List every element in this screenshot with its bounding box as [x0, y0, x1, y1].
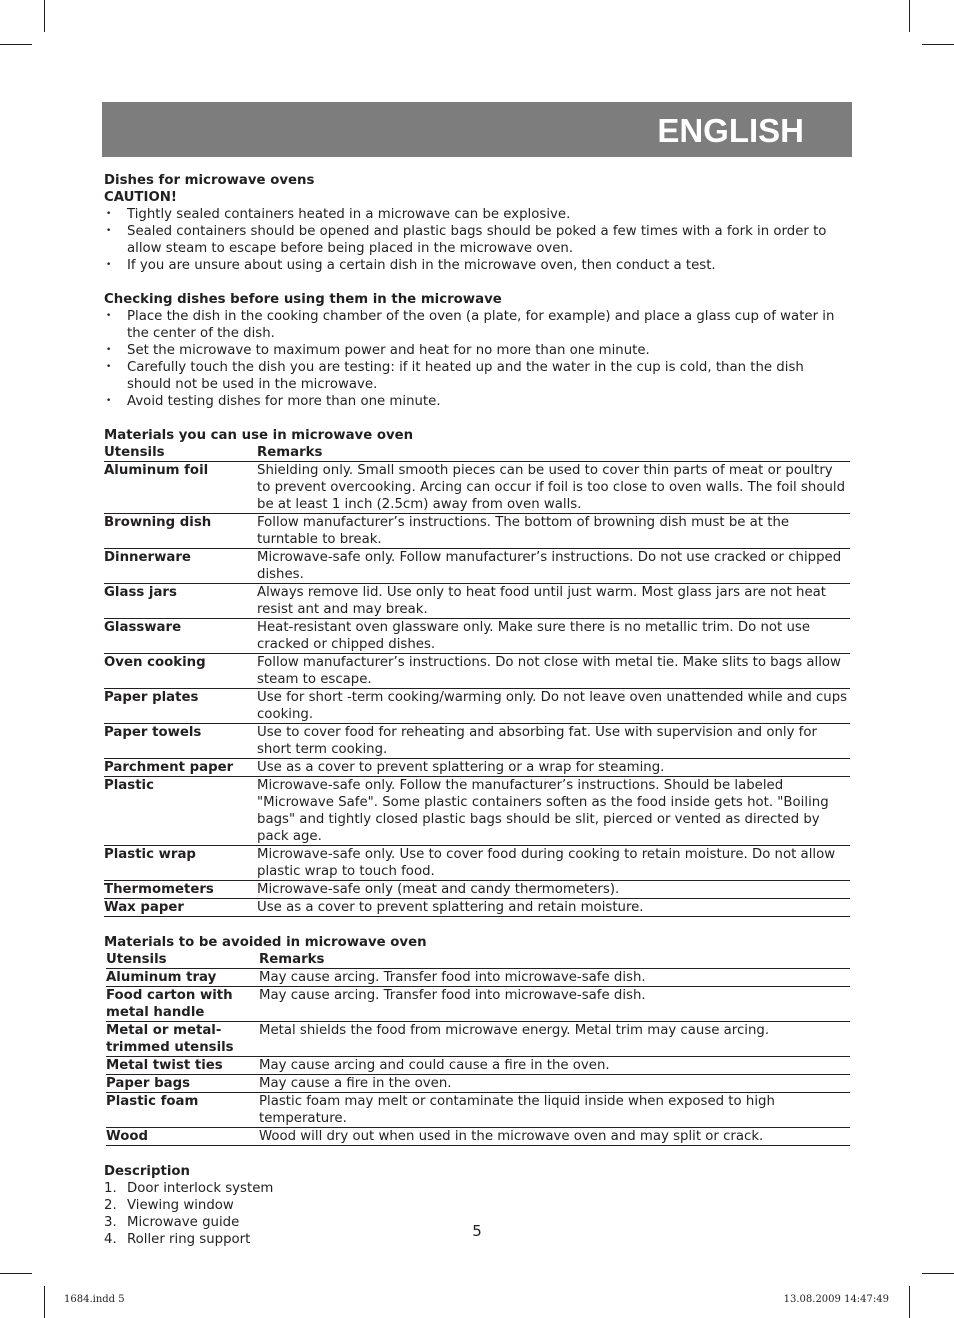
- crop-mark: [44, 0, 45, 32]
- list-item: • Sealed containers should be opened and plastic bags should be poked a few times with a fork in order to allow steam to escape before being placed in the microwave oven.: [104, 223, 850, 257]
- remark-cell: Microwave-safe only. Follow manufacturer’s instructions. Do not use cracked or chipped dishes.: [257, 550, 842, 582]
- remark-cell: Use as a cover to prevent splattering and retain moisture.: [257, 900, 644, 915]
- table-row: [106, 987, 850, 1022]
- remark-cell: Follow manufacturer’s instructions. The bottom of browning dish must be at the turntable to break.: [257, 515, 790, 547]
- crop-mark: [44, 1286, 45, 1318]
- table-row: [104, 881, 850, 899]
- list-item: • Place the dish in the cooking chamber of the oven (a plate, for example) and place a glass cup of water in the center of the dish.: [104, 308, 850, 342]
- remark-cell: Follow manufacturer’s instructions. Do not close with metal tie. Make slits to bags allow steam to escape.: [257, 655, 841, 687]
- table-row: [104, 899, 850, 917]
- list-item: • Tightly sealed containers heated in a microwave can be explosive.: [104, 206, 850, 223]
- column-header-utensils: Utensils: [106, 952, 167, 967]
- utensil-cell: Thermometers: [104, 882, 214, 897]
- table-row: [106, 969, 850, 987]
- crop-mark: [922, 1273, 954, 1274]
- materials-avoid-table: [106, 951, 850, 1146]
- utensil-cell: Wood: [106, 1129, 148, 1144]
- remark-cell: Use to cover food for reheating and absorbing fat. Use with supervision and only for short term cooking.: [257, 725, 817, 757]
- utensil-cell: Parchment paper: [104, 760, 234, 775]
- crop-mark: [0, 1273, 32, 1274]
- language-banner: [102, 102, 852, 157]
- banner-title: ENGLISH: [657, 112, 804, 149]
- list-item: • Carefully touch the dish you are testing: if it heated up and the water in the cup is cold, than the dish should not be used in the microwave.: [104, 359, 850, 393]
- item-label: Viewing window: [127, 1198, 234, 1213]
- crop-mark: [922, 44, 954, 45]
- utensil-cell: Glass jars: [104, 585, 177, 600]
- description-title: Description: [104, 1164, 191, 1179]
- column-header-remarks: Remarks: [257, 445, 323, 460]
- table-row: [104, 584, 850, 619]
- utensil-cell: Oven cooking: [104, 655, 206, 670]
- list-item: [104, 1180, 850, 1197]
- crop-mark: [0, 44, 32, 45]
- list-item: • Avoid testing dishes for more than one minute.: [104, 393, 850, 410]
- table-row: [106, 1057, 850, 1075]
- table-row: [106, 1128, 850, 1146]
- remark-cell: Wood will dry out when used in the microwave oven and may split or crack.: [259, 1129, 764, 1144]
- caution-list: [104, 206, 850, 274]
- utensil-cell: Plastic foam: [106, 1094, 199, 1109]
- checking-section-title: Checking dishes before using them in the microwave: [104, 292, 502, 307]
- remark-cell: Microwave-safe only. Use to cover food during cooking to retain moisture. Do not allow plastic wrap to touch food.: [257, 847, 836, 879]
- table-row: [104, 549, 850, 584]
- table-row: [104, 689, 850, 724]
- remark-cell: Heat-resistant oven glassware only. Make sure there is no metallic trim. Do not use cracked or chipped dishes.: [257, 620, 811, 652]
- utensil-cell: Plastic wrap: [104, 847, 196, 862]
- remark-cell: Metal shields the food from microwave energy. Metal trim may cause arcing.: [259, 1023, 770, 1038]
- materials-use-table: [104, 444, 850, 917]
- file-slug: 1684.indd 5: [64, 1294, 125, 1305]
- utensil-cell: Food carton with metal handle: [106, 988, 233, 1020]
- remark-cell: Use as a cover to prevent splattering or a wrap for steaming.: [257, 760, 665, 775]
- utensil-cell: Metal twist ties: [106, 1058, 223, 1073]
- item-label: Door interlock system: [127, 1181, 274, 1196]
- remark-cell: Plastic foam may melt or contaminate the liquid inside when exposed to high temperature.: [259, 1094, 775, 1126]
- utensil-cell: Paper plates: [104, 690, 199, 705]
- table-row: [104, 462, 850, 514]
- utensil-cell: Glassware: [104, 620, 182, 635]
- remark-cell: May cause a fire in the oven.: [259, 1076, 452, 1091]
- caution-section-title: Dishes for microwave ovens: [104, 173, 315, 188]
- item-label: Microwave guide: [127, 1215, 240, 1230]
- utensil-cell: Metal or metal-trimmed utensils: [106, 1023, 234, 1055]
- crop-mark: [909, 1286, 910, 1318]
- table-row: [104, 777, 850, 846]
- remark-cell: Use for short -term cooking/warming only. Do not leave oven unattended while and cups cooking.: [257, 690, 848, 722]
- materials-use-title: Materials you can use in microwave oven: [104, 428, 414, 443]
- table-row: [104, 514, 850, 549]
- column-header-utensils: Utensils: [104, 445, 165, 460]
- utensil-cell: Paper bags: [106, 1076, 191, 1091]
- column-header-remarks: Remarks: [259, 952, 325, 967]
- table-header-row: [106, 951, 850, 969]
- list-item: • If you are unsure about using a certain dish in the microwave oven, then conduct a test.: [104, 257, 850, 274]
- list-item: [104, 1197, 850, 1214]
- page-number: 5: [472, 1222, 482, 1240]
- page-content: [104, 172, 850, 1248]
- remark-cell: May cause arcing. Transfer food into microwave-safe dish.: [259, 970, 646, 985]
- remark-cell: May cause arcing. Transfer food into microwave-safe dish.: [259, 988, 646, 1003]
- table-row: [104, 724, 850, 759]
- item-label: Roller ring support: [127, 1232, 251, 1247]
- caution-label: CAUTION!: [104, 190, 177, 205]
- table-header-row: [104, 444, 850, 462]
- remark-cell: May cause arcing and could cause a fire in the oven.: [259, 1058, 610, 1073]
- utensil-cell: Aluminum tray: [106, 970, 217, 985]
- table-row: [104, 846, 850, 881]
- utensil-cell: Dinnerware: [104, 550, 191, 565]
- remark-cell: Always remove lid. Use only to heat food until just warm. Most glass jars are not heat resist ant and may break.: [257, 585, 826, 617]
- utensil-cell: Wax paper: [104, 900, 184, 915]
- table-row: [104, 654, 850, 689]
- list-item: • Set the microwave to maximum power and heat for no more than one minute.: [104, 342, 850, 359]
- table-row: [104, 619, 850, 654]
- table-row: [106, 1022, 850, 1057]
- materials-avoid-title: Materials to be avoided in microwave oven: [104, 935, 427, 950]
- timestamp-slug: 13.08.2009 14:47:49: [783, 1294, 889, 1305]
- remark-cell: Shielding only. Small smooth pieces can be used to cover thin parts of meat or poultry to prevent overcooking. Arcing can occur if foil is too close to oven walls. The foil should be at least 1 inch (2.5cm) away from oven walls.: [257, 463, 846, 512]
- table-row: [106, 1075, 850, 1093]
- table-row: [106, 1093, 850, 1128]
- utensil-cell: Browning dish: [104, 515, 212, 530]
- utensil-cell: Aluminum foil: [104, 463, 209, 478]
- checking-list: [104, 308, 850, 410]
- table-row: [104, 759, 850, 777]
- item-number: 3.: [104, 1215, 117, 1230]
- utensil-cell: Plastic: [104, 778, 154, 793]
- item-number: 4.: [104, 1232, 117, 1247]
- item-number: 1.: [104, 1181, 117, 1196]
- remark-cell: Microwave-safe only. Follow the manufacturer’s instructions. Should be labeled "Microwave Safe". Some plastic containers soften as the food inside gets hot. "Boiling bags" and tightly closed plastic bags should be slit, pierced or vented as directed by pack age.: [257, 778, 829, 844]
- item-number: 2.: [104, 1198, 117, 1213]
- crop-mark: [909, 0, 910, 32]
- utensil-cell: Paper towels: [104, 725, 202, 740]
- remark-cell: Microwave-safe only (meat and candy thermometers).: [257, 882, 620, 897]
